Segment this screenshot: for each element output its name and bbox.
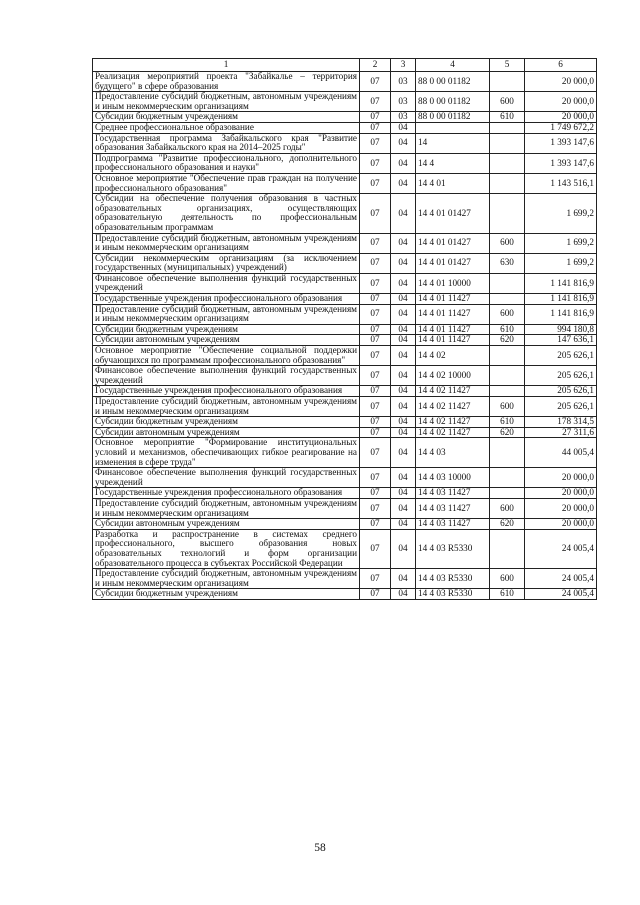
cell-target-article: 14 4 03 xyxy=(416,438,490,468)
cell-amount: 147 636,1 xyxy=(525,335,597,346)
cell-section: 07 xyxy=(360,386,391,397)
cell-name: Разработка и распространение в системах среднего профессионального, высшего образования новых образовательных технологий и форм организации образовательного процесса в субъектах Российской Федерации xyxy=(93,529,360,568)
cell-target-article: 14 4 01 01427 xyxy=(416,233,490,253)
table-row xyxy=(93,194,597,233)
header-col-2: 2 xyxy=(360,59,391,72)
cell-expense-type: 620 xyxy=(490,427,525,438)
cell-section: 07 xyxy=(360,438,391,468)
cell-expense-type: 600 xyxy=(490,397,525,417)
cell-amount: 20 000,0 xyxy=(525,468,597,488)
cell-subsection: 04 xyxy=(391,304,416,324)
cell-target-article: 14 4 02 xyxy=(416,346,490,366)
table-row xyxy=(93,133,597,153)
cell-expense-type xyxy=(490,153,525,173)
cell-amount: 1 393 147,6 xyxy=(525,153,597,173)
cell-target-article: 14 4 01 01427 xyxy=(416,194,490,233)
cell-name: Государственные учреждения профессионального образования xyxy=(93,386,360,397)
cell-amount: 1 143 516,1 xyxy=(525,173,597,193)
cell-target-article: 14 4 01 01427 xyxy=(416,253,490,273)
cell-section: 07 xyxy=(360,498,391,518)
cell-name: Субсидии автономным учреждениям xyxy=(93,519,360,530)
cell-section: 07 xyxy=(360,427,391,438)
cell-amount: 24 005,4 xyxy=(525,589,597,600)
cell-name: Финансовое обеспечение выполнения функций государственных учреждений xyxy=(93,468,360,488)
table-row xyxy=(93,468,597,488)
cell-subsection: 04 xyxy=(391,366,416,386)
cell-target-article: 14 4 01 11427 xyxy=(416,294,490,305)
cell-name: Субсидии на обеспечение получения образования в частных образовательных организациях, осуществляющих образовательную деятельность по профессиональным образовательным программам xyxy=(93,194,360,233)
table-row xyxy=(93,488,597,499)
cell-amount: 1 141 816,9 xyxy=(525,294,597,305)
cell-section: 07 xyxy=(360,233,391,253)
cell-section: 07 xyxy=(360,294,391,305)
cell-name: Субсидии бюджетным учреждениям xyxy=(93,112,360,123)
cell-section: 07 xyxy=(360,335,391,346)
cell-section: 07 xyxy=(360,468,391,488)
table-row xyxy=(93,569,597,589)
cell-expense-type: 600 xyxy=(490,92,525,112)
cell-subsection: 04 xyxy=(391,397,416,417)
cell-target-article: 14 4 01 11427 xyxy=(416,324,490,335)
cell-name: Основное мероприятие "Формирование институциональных условий и механизмов, обеспечивающих гибкое реагирование на изменения в сфере труда" xyxy=(93,438,360,468)
cell-subsection: 04 xyxy=(391,529,416,568)
cell-expense-type xyxy=(490,529,525,568)
header-row xyxy=(93,59,597,72)
table-row xyxy=(93,304,597,324)
cell-amount: 20 000,0 xyxy=(525,92,597,112)
cell-name: Государственные учреждения профессионального образования xyxy=(93,488,360,499)
cell-amount: 205 626,1 xyxy=(525,397,597,417)
cell-amount: 205 626,1 xyxy=(525,386,597,397)
cell-amount: 20 000,0 xyxy=(525,72,597,92)
cell-subsection: 04 xyxy=(391,438,416,468)
budget-table xyxy=(92,58,597,600)
cell-amount: 205 626,1 xyxy=(525,346,597,366)
cell-subsection: 04 xyxy=(391,417,416,428)
table-row xyxy=(93,112,597,123)
cell-expense-type xyxy=(490,488,525,499)
cell-subsection: 04 xyxy=(391,194,416,233)
cell-amount: 205 626,1 xyxy=(525,366,597,386)
header-col-3: 3 xyxy=(391,59,416,72)
cell-expense-type xyxy=(490,386,525,397)
cell-section: 07 xyxy=(360,122,391,133)
cell-amount: 1 141 816,9 xyxy=(525,273,597,293)
cell-section: 07 xyxy=(360,569,391,589)
cell-expense-type: 610 xyxy=(490,417,525,428)
cell-target-article: 14 4 01 11427 xyxy=(416,335,490,346)
cell-name: Реализация мероприятий проекта "Забайкалье – территория будущего" в сфере образования xyxy=(93,72,360,92)
table-row xyxy=(93,324,597,335)
cell-name: Государственная программа Забайкальского края "Развитие образования Забайкальского края на 2014–2025 годы" xyxy=(93,133,360,153)
cell-subsection: 04 xyxy=(391,427,416,438)
cell-section: 07 xyxy=(360,194,391,233)
cell-expense-type xyxy=(490,294,525,305)
cell-amount: 1 699,2 xyxy=(525,194,597,233)
cell-section: 07 xyxy=(360,153,391,173)
cell-subsection: 04 xyxy=(391,346,416,366)
cell-name: Предоставление субсидий бюджетным, автономным учреждениям и иным некоммерческим организациям xyxy=(93,498,360,518)
cell-subsection: 04 xyxy=(391,468,416,488)
cell-name: Основное мероприятие "Обеспечение прав граждан на получение профессионального образования" xyxy=(93,173,360,193)
cell-amount: 24 005,4 xyxy=(525,529,597,568)
cell-section: 07 xyxy=(360,133,391,153)
cell-target-article: 14 4 02 11427 xyxy=(416,397,490,417)
cell-subsection: 04 xyxy=(391,173,416,193)
cell-expense-type xyxy=(490,366,525,386)
cell-section: 07 xyxy=(360,488,391,499)
cell-section: 07 xyxy=(360,173,391,193)
cell-amount: 1 393 147,6 xyxy=(525,133,597,153)
cell-subsection: 04 xyxy=(391,153,416,173)
table-row xyxy=(93,427,597,438)
cell-expense-type: 600 xyxy=(490,233,525,253)
cell-name: Предоставление субсидий бюджетным, автономным учреждениям и иным некоммерческим организациям xyxy=(93,92,360,112)
cell-amount: 994 180,8 xyxy=(525,324,597,335)
cell-expense-type xyxy=(490,173,525,193)
cell-section: 07 xyxy=(360,253,391,273)
cell-subsection: 04 xyxy=(391,498,416,518)
cell-target-article: 14 4 01 xyxy=(416,173,490,193)
cell-amount: 24 005,4 xyxy=(525,569,597,589)
cell-expense-type xyxy=(490,346,525,366)
cell-expense-type xyxy=(490,72,525,92)
cell-expense-type xyxy=(490,438,525,468)
cell-subsection: 03 xyxy=(391,92,416,112)
table-row xyxy=(93,589,597,600)
cell-expense-type xyxy=(490,133,525,153)
table-row xyxy=(93,498,597,518)
cell-name: Основное мероприятие "Обеспечение социальной поддержки обучающихся по программам профессионального образования" xyxy=(93,346,360,366)
cell-name: Финансовое обеспечение выполнения функций государственных учреждений xyxy=(93,273,360,293)
cell-section: 07 xyxy=(360,273,391,293)
cell-amount: 1 141 816,9 xyxy=(525,304,597,324)
cell-section: 07 xyxy=(360,112,391,123)
cell-subsection: 04 xyxy=(391,133,416,153)
table-row xyxy=(93,417,597,428)
header-col-5: 5 xyxy=(490,59,525,72)
cell-name: Государственные учреждения профессионального образования xyxy=(93,294,360,305)
cell-amount: 20 000,0 xyxy=(525,519,597,530)
table-row xyxy=(93,233,597,253)
cell-target-article: 14 4 03 10000 xyxy=(416,468,490,488)
cell-expense-type: 600 xyxy=(490,304,525,324)
cell-target-article: 14 4 01 10000 xyxy=(416,273,490,293)
cell-section: 07 xyxy=(360,72,391,92)
cell-target-article xyxy=(416,122,490,133)
cell-expense-type xyxy=(490,468,525,488)
cell-subsection: 04 xyxy=(391,273,416,293)
cell-name: Предоставление субсидий бюджетным, автономным учреждениям и иным некоммерческим организациям xyxy=(93,233,360,253)
table-row xyxy=(93,72,597,92)
cell-expense-type: 610 xyxy=(490,589,525,600)
table-row xyxy=(93,529,597,568)
cell-section: 07 xyxy=(360,529,391,568)
cell-section: 07 xyxy=(360,324,391,335)
cell-target-article: 88 0 00 01182 xyxy=(416,112,490,123)
cell-target-article: 14 4 03 R5330 xyxy=(416,569,490,589)
cell-name: Среднее профессиональное образование xyxy=(93,122,360,133)
header-col-4: 4 xyxy=(416,59,490,72)
cell-target-article: 88 0 00 01182 xyxy=(416,72,490,92)
cell-subsection: 04 xyxy=(391,324,416,335)
cell-subsection: 04 xyxy=(391,335,416,346)
table-row xyxy=(93,335,597,346)
cell-target-article: 14 4 03 11427 xyxy=(416,519,490,530)
cell-name: Предоставление субсидий бюджетным, автономным учреждениям и иным некоммерческим организациям xyxy=(93,397,360,417)
cell-target-article: 14 4 02 11427 xyxy=(416,417,490,428)
table-row xyxy=(93,92,597,112)
cell-expense-type xyxy=(490,194,525,233)
cell-amount: 44 005,4 xyxy=(525,438,597,468)
cell-expense-type: 620 xyxy=(490,335,525,346)
table-header xyxy=(93,59,597,72)
cell-target-article: 14 4 03 R5330 xyxy=(416,529,490,568)
cell-amount: 20 000,0 xyxy=(525,488,597,499)
cell-name: Субсидии некоммерческим организациям (за исключением государственных (муниципальных) учреждений) xyxy=(93,253,360,273)
cell-target-article: 14 xyxy=(416,133,490,153)
cell-name: Субсидии автономным учреждениям xyxy=(93,335,360,346)
cell-section: 07 xyxy=(360,417,391,428)
cell-name: Субсидии бюджетным учреждениям xyxy=(93,589,360,600)
table-row xyxy=(93,519,597,530)
cell-target-article: 14 4 03 11427 xyxy=(416,488,490,499)
cell-target-article: 14 4 03 R5330 xyxy=(416,589,490,600)
cell-target-article: 88 0 00 01182 xyxy=(416,92,490,112)
cell-subsection: 03 xyxy=(391,72,416,92)
cell-expense-type: 600 xyxy=(490,498,525,518)
cell-subsection: 04 xyxy=(391,569,416,589)
cell-target-article: 14 4 03 11427 xyxy=(416,498,490,518)
cell-expense-type xyxy=(490,122,525,133)
table-row xyxy=(93,122,597,133)
cell-section: 07 xyxy=(360,519,391,530)
cell-subsection: 04 xyxy=(391,253,416,273)
cell-section: 07 xyxy=(360,589,391,600)
cell-amount: 20 000,0 xyxy=(525,498,597,518)
table-row xyxy=(93,153,597,173)
cell-name: Подпрограмма "Развитие профессионального, дополнительного профессионального образования и науки" xyxy=(93,153,360,173)
table-row xyxy=(93,397,597,417)
cell-subsection: 04 xyxy=(391,233,416,253)
cell-expense-type xyxy=(490,273,525,293)
cell-expense-type: 610 xyxy=(490,324,525,335)
cell-section: 07 xyxy=(360,304,391,324)
cell-subsection: 03 xyxy=(391,112,416,123)
table-row xyxy=(93,438,597,468)
cell-expense-type: 630 xyxy=(490,253,525,273)
table-row xyxy=(93,253,597,273)
cell-section: 07 xyxy=(360,366,391,386)
cell-name: Финансовое обеспечение выполнения функций государственных учреждений xyxy=(93,366,360,386)
cell-target-article: 14 4 xyxy=(416,153,490,173)
cell-target-article: 14 4 02 11427 xyxy=(416,386,490,397)
cell-expense-type: 600 xyxy=(490,569,525,589)
cell-subsection: 04 xyxy=(391,589,416,600)
cell-section: 07 xyxy=(360,92,391,112)
cell-amount: 1 749 672,2 xyxy=(525,122,597,133)
cell-amount: 27 311,6 xyxy=(525,427,597,438)
cell-amount: 20 000,0 xyxy=(525,112,597,123)
table-row xyxy=(93,366,597,386)
cell-section: 07 xyxy=(360,397,391,417)
cell-subsection: 04 xyxy=(391,488,416,499)
cell-subsection: 04 xyxy=(391,294,416,305)
cell-target-article: 14 4 02 11427 xyxy=(416,427,490,438)
page-number: 58 xyxy=(314,842,326,854)
cell-target-article: 14 4 02 10000 xyxy=(416,366,490,386)
header-col-6: 6 xyxy=(525,59,597,72)
table-row xyxy=(93,294,597,305)
cell-section: 07 xyxy=(360,346,391,366)
cell-name: Субсидии бюджетным учреждениям xyxy=(93,417,360,428)
table-row xyxy=(93,273,597,293)
table-body xyxy=(93,72,597,600)
cell-name: Субсидии бюджетным учреждениям xyxy=(93,324,360,335)
table-row xyxy=(93,346,597,366)
cell-amount: 1 699,2 xyxy=(525,253,597,273)
cell-name: Предоставление субсидий бюджетным, автономным учреждениям и иным некоммерческим организациям xyxy=(93,304,360,324)
table-row xyxy=(93,173,597,193)
header-col-1: 1 xyxy=(93,59,360,72)
cell-amount: 1 699,2 xyxy=(525,233,597,253)
cell-target-article: 14 4 01 11427 xyxy=(416,304,490,324)
cell-subsection: 04 xyxy=(391,519,416,530)
cell-name: Предоставление субсидий бюджетным, автономным учреждениям и иным некоммерческим организациям xyxy=(93,569,360,589)
table-row xyxy=(93,386,597,397)
cell-subsection: 04 xyxy=(391,386,416,397)
cell-expense-type: 620 xyxy=(490,519,525,530)
cell-amount: 178 314,5 xyxy=(525,417,597,428)
cell-name: Субсидии автономным учреждениям xyxy=(93,427,360,438)
cell-expense-type: 610 xyxy=(490,112,525,123)
cell-subsection: 04 xyxy=(391,122,416,133)
